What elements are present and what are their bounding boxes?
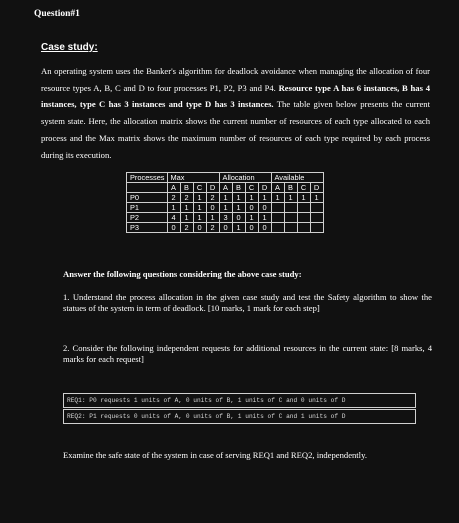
process-name: P2 — [127, 213, 168, 223]
max-resource-label: C — [193, 183, 206, 193]
allocation-resource-label: C — [245, 183, 258, 193]
intro-bold-text: Resource type A has 6 instances, B has 4 instances, type C has 3 instances and type D has 3 instances. — [41, 82, 430, 110]
case-study-paragraph — [41, 63, 430, 163]
allocation-cell: 3 — [219, 213, 232, 223]
table-row — [127, 203, 324, 213]
table-row — [127, 223, 324, 233]
processes-header: Processes — [127, 173, 168, 183]
available-header: Available — [271, 173, 323, 183]
available-resource-label: B — [284, 183, 297, 193]
question-1: 1. Understand the process allocation in the given case study and test the Safety algorithm to show the statues of the system in term of deadlock. [10 marks, 1 mark for each step] — [63, 292, 432, 313]
max-cell: 1 — [193, 193, 206, 203]
allocation-header: Allocation — [219, 173, 271, 183]
max-cell: 1 — [167, 203, 180, 213]
max-cell: 2 — [167, 193, 180, 203]
process-name: P1 — [127, 203, 168, 213]
available-resource-label: D — [310, 183, 323, 193]
available-cell: 1 — [284, 193, 297, 203]
table-row — [127, 193, 324, 203]
max-cell: 1 — [193, 213, 206, 223]
section-heading: Case study: — [41, 42, 98, 53]
available-resource-label: C — [297, 183, 310, 193]
table-row — [127, 213, 324, 223]
max-cell: 2 — [206, 193, 219, 203]
question-title: Question#1 — [34, 9, 80, 19]
allocation-cell: 1 — [219, 193, 232, 203]
empty-cell — [271, 223, 284, 233]
max-cell: 2 — [180, 193, 193, 203]
empty-cell — [310, 223, 323, 233]
allocation-cell: 0 — [245, 223, 258, 233]
empty-cell — [284, 213, 297, 223]
empty-cell — [127, 183, 168, 193]
available-cell: 1 — [297, 193, 310, 203]
allocation-cell: 1 — [245, 213, 258, 223]
available-cell: 1 — [310, 193, 323, 203]
max-cell: 2 — [206, 223, 219, 233]
allocation-cell: 1 — [232, 223, 245, 233]
allocation-cell: 0 — [219, 223, 232, 233]
allocation-cell: 0 — [232, 213, 245, 223]
question-2: 2. Consider the following independent requests for additional resources in the current state: [8 marks, 4 marks for each request] — [63, 343, 432, 364]
max-resource-label: B — [180, 183, 193, 193]
empty-cell — [284, 223, 297, 233]
allocation-cell: 0 — [258, 223, 271, 233]
process-name: P0 — [127, 193, 168, 203]
intro-text: An operating system uses the Banker's algorithm for deadlock avoidance when managing the allocation of four resource types A, B, C and D to four processes P1, P2, P3 and P4. — [41, 66, 430, 93]
max-cell: 1 — [180, 213, 193, 223]
allocation-cell: 1 — [232, 203, 245, 213]
allocation-cell: 0 — [258, 203, 271, 213]
process-name: P3 — [127, 223, 168, 233]
allocation-cell: 1 — [245, 193, 258, 203]
allocation-resource-label: B — [232, 183, 245, 193]
allocation-cell: 1 — [258, 193, 271, 203]
empty-cell — [310, 203, 323, 213]
max-cell: 1 — [206, 213, 219, 223]
available-cell: 1 — [271, 193, 284, 203]
empty-cell — [297, 223, 310, 233]
max-header: Max — [167, 173, 219, 183]
empty-cell — [297, 213, 310, 223]
intro-rest-text: The table given below presents the current system state. Here, the allocation matrix shows the current number of resources of each type allocated to each process and the Max matrix shows the maximum number of resources of each type required by each process during its execution. — [41, 99, 430, 160]
max-cell: 1 — [180, 203, 193, 213]
allocation-cell: 1 — [232, 193, 245, 203]
max-cell: 0 — [193, 223, 206, 233]
allocation-resource-label: A — [219, 183, 232, 193]
max-cell: 0 — [167, 223, 180, 233]
empty-cell — [284, 203, 297, 213]
resource-table — [126, 172, 324, 233]
empty-cell — [297, 203, 310, 213]
request-2-box: REQ2: P1 requests 0 units of A, 0 units of B, 1 units of C and 1 units of D — [63, 409, 416, 424]
request-1-box: REQ1: P0 requests 1 units of A, 0 units of B, 1 units of C and 0 units of D — [63, 393, 416, 408]
empty-cell — [310, 213, 323, 223]
empty-cell — [271, 203, 284, 213]
available-resource-label: A — [271, 183, 284, 193]
max-cell: 0 — [206, 203, 219, 213]
questions-heading: Answer the following questions considering the above case study: — [63, 269, 302, 279]
allocation-resource-label: D — [258, 183, 271, 193]
max-resource-label: D — [206, 183, 219, 193]
max-resource-label: A — [167, 183, 180, 193]
final-instruction: Examine the safe state of the system in case of serving REQ1 and REQ2, independently. — [63, 450, 367, 460]
allocation-cell: 0 — [245, 203, 258, 213]
max-cell: 4 — [167, 213, 180, 223]
max-cell: 2 — [180, 223, 193, 233]
allocation-cell: 1 — [219, 203, 232, 213]
empty-cell — [271, 213, 284, 223]
max-cell: 1 — [193, 203, 206, 213]
allocation-cell: 1 — [258, 213, 271, 223]
